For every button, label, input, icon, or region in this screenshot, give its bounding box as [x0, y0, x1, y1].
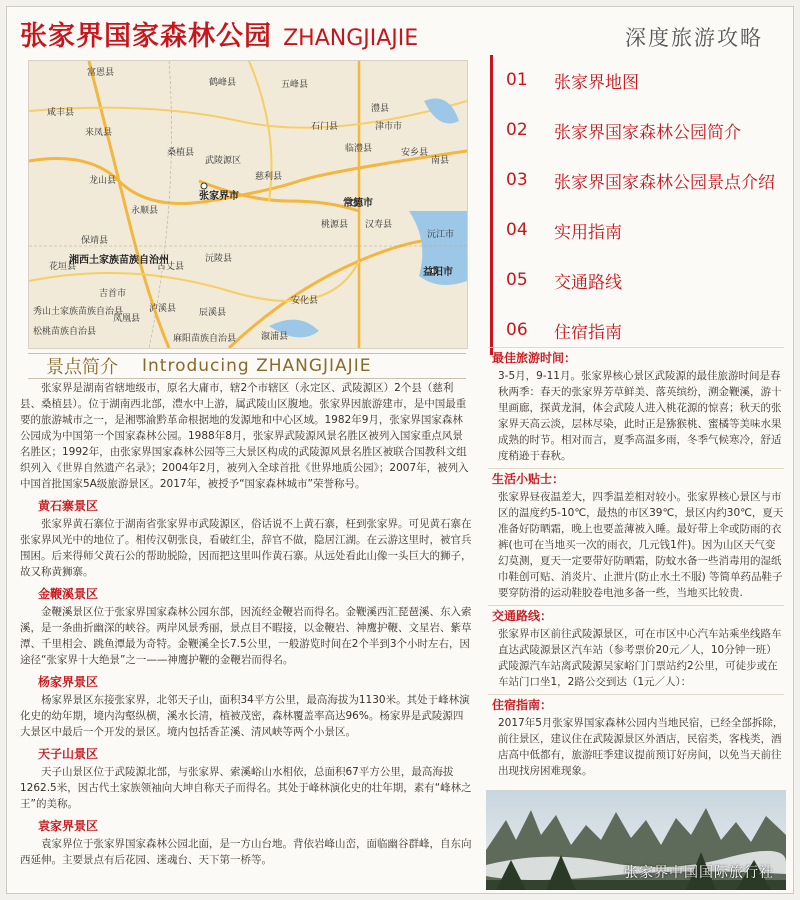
- spot-text: 杨家界景区东接张家界，北邻天子山，面积34平方公里，最高海拔为1130米。其处于峰林演化史的幼年期，境内沟壑纵横，溪水长清，植被茂密，森林覆盖率高达96%。杨家界是武陵源四大景区中最后一个开发的景区。境内包括香芷溪、清风峡等两个小景区。: [20, 694, 470, 738]
- tip-block: [488, 605, 784, 690]
- toc-number: 01: [506, 70, 528, 90]
- map-city: 石门县: [311, 122, 339, 132]
- tip-text: 张家界昼夜温差大，四季温差相对较小。张家界核心景区与市区的温度约5-10℃，最热的市区39℃，景区内约30℃，夏天准备好防晒霜，晚上也要盖薄被入睡。最好带上伞或防雨的衣裤(也可在当地买一次的雨衣，几元钱1件)。因为山区天气变幻莫测，夏天一定要带好防晒霜，防蚊水备一些消毒用的湿纸巾鞋创可贴、消炎片、止泄片(防止水土不服) 等简单药品鞋子要穿防滑的运动鞋胶卷电池多备一些，当地买比较贵.: [498, 491, 784, 599]
- spot-title: 天子山景区: [38, 747, 99, 761]
- tip-title: 交通路线：: [492, 609, 553, 623]
- map-city: 五峰县: [281, 80, 309, 90]
- spot-text: 张家界黄石寨位于湖南省张家界市武陵源区，俗话说不上黄石寨，枉到张家界。可见黄石寨在张家界风光中的地位了。相传汉朝张良，看破红尘，辞官不做，隐居江湖。在云游这里时，被官兵围困。后来得师父黄石公的帮助脱险，因而把这里叫作黄石寨。从远处看此山像一头巨大的狮子，故又称黄狮寨。: [20, 518, 472, 578]
- map-city: 凤凰县: [113, 314, 141, 324]
- toc-item[interactable]: [490, 105, 782, 155]
- map-city: 安乡县: [401, 148, 429, 158]
- map-city: 麻阳苗族自治县: [173, 334, 237, 344]
- tip-block: [488, 347, 784, 464]
- tip-block: [488, 468, 784, 601]
- tip-text: 2017年5月张家界国家森林公园内当地民宿，已经全部拆除，前往景区，建议住在武陵源景区外酒店，民宿类，客栈类，酒店高中低都有，旅游旺季建议提前预订好房间，以免当天前往出现找房困难现象。: [498, 717, 784, 777]
- toc-number: 05: [506, 270, 528, 290]
- map-city: 泸溪县: [149, 304, 177, 314]
- map-city: 汉寿县: [365, 220, 393, 230]
- watermark: 张家界中国国际旅行社: [624, 865, 774, 881]
- spot-text: 袁家界位于张家界国家森林公园北面，是一方山台地。背依岩峰山峦，面临幽谷群峰，自东向西延伸。主要景点有后花园、迷魂台、天下第一桥等。: [20, 838, 472, 866]
- map-city: 松桃苗族自治县: [33, 327, 97, 337]
- toc-label: 住宿指南: [554, 322, 622, 343]
- map-city: 永顺县: [131, 206, 159, 216]
- map-city: 花垣县: [49, 262, 77, 272]
- table-of-contents: [490, 55, 782, 355]
- map-city: 辰溪县: [199, 308, 227, 318]
- map-city: 吉首市: [99, 289, 127, 299]
- toc-label: 张家界国家森林公园简介: [554, 122, 741, 143]
- page-header: [20, 14, 418, 53]
- toc-label: 交通路线: [554, 272, 622, 293]
- intro-title-cn: 景点简介: [46, 357, 118, 378]
- toc-item[interactable]: [490, 255, 782, 305]
- spot-title: 杨家界景区: [38, 675, 99, 689]
- toc-item[interactable]: [490, 205, 782, 255]
- intro-column: [20, 380, 472, 868]
- tip-title: 住宿指南：: [492, 698, 553, 712]
- map-city: 龙山县: [89, 176, 117, 186]
- map-city: 张家界市: [199, 191, 239, 202]
- toc-number: 03: [506, 170, 528, 190]
- tagline: 深度旅游攻略: [625, 26, 763, 50]
- map-city: 武陵源区: [205, 156, 242, 166]
- tip-title: 最佳旅游时间：: [492, 351, 577, 365]
- tip-block: [488, 694, 784, 779]
- map-city: 益阳市: [423, 267, 453, 278]
- map-city: 沅陵县: [205, 254, 233, 264]
- map-city: 桃源县: [321, 220, 349, 230]
- tip-text: 3-5月，9-11月。张家界核心景区武陵源的最佳旅游时间是春秋两季：春天的张家界芳草鲜美、落英缤纷，溯金鞭溪，游十里画廊，探黄龙洞，体会武陵人进入桃花源的惊喜；秋天的张家界天高云淡，层林尽染，此时正是猕猴桃、蜜橘等美味水果成熟的时节。相对而言，夏季高温多雨，冬季气候寒冷，舒适度稍逊于春秋。: [498, 370, 782, 462]
- toc-label: 张家界地图: [554, 72, 639, 93]
- toc-item[interactable]: [490, 155, 782, 205]
- spot-title: 袁家界景区: [38, 819, 99, 833]
- toc-label: 张家界国家森林公园景点介绍: [554, 172, 775, 193]
- map-city: 咸丰县: [47, 108, 75, 118]
- toc-number: 04: [506, 220, 528, 240]
- spot-text: 金鞭溪景区位于张家界国家森林公园东部，因流经金鞭岩而得名。金鞭溪西汇琵琶溪、东入索溪，是一条曲折幽深的峡谷。两岸风景秀丽，景点目不暇接，以金鞭岩、神鹰护鞭、文星岩、紫草潭、千里相会、跳鱼潭最为奇特。金鞭溪全长7.5公里，一般游览时间在2个半到3个小时左右，因途径“张家界十大绝景”之一——神鹰护鞭的金鞭岩而得名。: [20, 606, 472, 666]
- tips-column: [488, 347, 784, 783]
- map-city: 富恩县: [87, 68, 115, 78]
- map-image: [28, 60, 468, 349]
- map-city: 鹤峰县: [209, 78, 237, 88]
- toc-number: 06: [506, 320, 528, 340]
- spot-title: 黄石寨景区: [38, 499, 99, 513]
- intro-body: 张家界是湖南省辖地级市，原名大庸市，辖2个市辖区（永定区、武陵源区）2个县（慈利县、桑植县）。位于湖南西北部，澧水中上游，属武陵山区腹地。张家界因旅游建市，是中国最重要的旅游城市之一，是湘鄂渝黔革命根据地的发源地和中心区域。1982年9月，张家界国家森林公园成为中国第一个国家森林公园。1988年8月，张家界武陵源风景名胜区被列入国家重点风景名胜区；1992年，由张家界国家森林公园等三大景区构成的武陵源风景名胜区被联合国教科文组织列入《世界自然遗产名录》；2004年2月，被列入全球首批《世界地质公园》；2007年，被列入中国首批国家5A级旅游景区。2017年，被授予“国家森林城市”荣誉称号。: [20, 382, 469, 490]
- map-city: 秀山土家族苗族自治县: [33, 307, 124, 317]
- spot-text: 天子山景区位于武陵源北部，与张家界、索溪峪山水相依，总面积67平方公里，最高海拔1262.5米，因古代土家族领袖向大坤自称天子而得名。其处于峰林演化史的壮年期，素有“峰林之王”的美称。: [20, 766, 472, 810]
- map-city: 安化县: [291, 296, 319, 306]
- page-title: 张家界国家森林公园: [20, 21, 272, 52]
- tip-title: 生活小贴士：: [492, 472, 565, 486]
- map-city: 来凤县: [85, 128, 113, 138]
- page-title-en: ZHANGJIAJIE: [283, 26, 419, 51]
- toc-number: 02: [506, 120, 528, 140]
- map-city: 南县: [431, 156, 450, 166]
- toc-item[interactable]: [490, 55, 782, 105]
- intro-title-en: Introducing ZHANGJIAJIE: [142, 356, 372, 376]
- map-city: 溆浦县: [261, 332, 289, 342]
- map-city: 常德市: [343, 198, 373, 209]
- map-city: 津市市: [375, 122, 403, 132]
- map-city: 沅江市: [427, 230, 455, 240]
- map-city: 桑植县: [167, 148, 195, 158]
- spot-title: 金鞭溪景区: [38, 587, 99, 601]
- map-city: 澧县: [371, 104, 390, 114]
- map-city: 湘西土家族苗族自治州: [69, 255, 169, 266]
- map-city: 慈利县: [255, 172, 283, 182]
- intro-heading: [28, 353, 466, 379]
- toc-label: 实用指南: [554, 222, 622, 243]
- scenic-photo: [486, 790, 786, 890]
- map-city: 保靖县: [81, 236, 109, 246]
- map-city: 古丈县: [157, 262, 185, 272]
- map-city: 临澧县: [345, 144, 373, 154]
- tip-text: 张家界市区前往武陵源景区，可在市区中心汽车站乘坐线路车直达武陵源景区汽车站（参考票价20元／人，10分钟一班）武陵源汽车站离武陵源吴家峪门门票站约2公里，可徒步或在车站门口坐1，2路公交到达（1元／人）：: [498, 628, 782, 688]
